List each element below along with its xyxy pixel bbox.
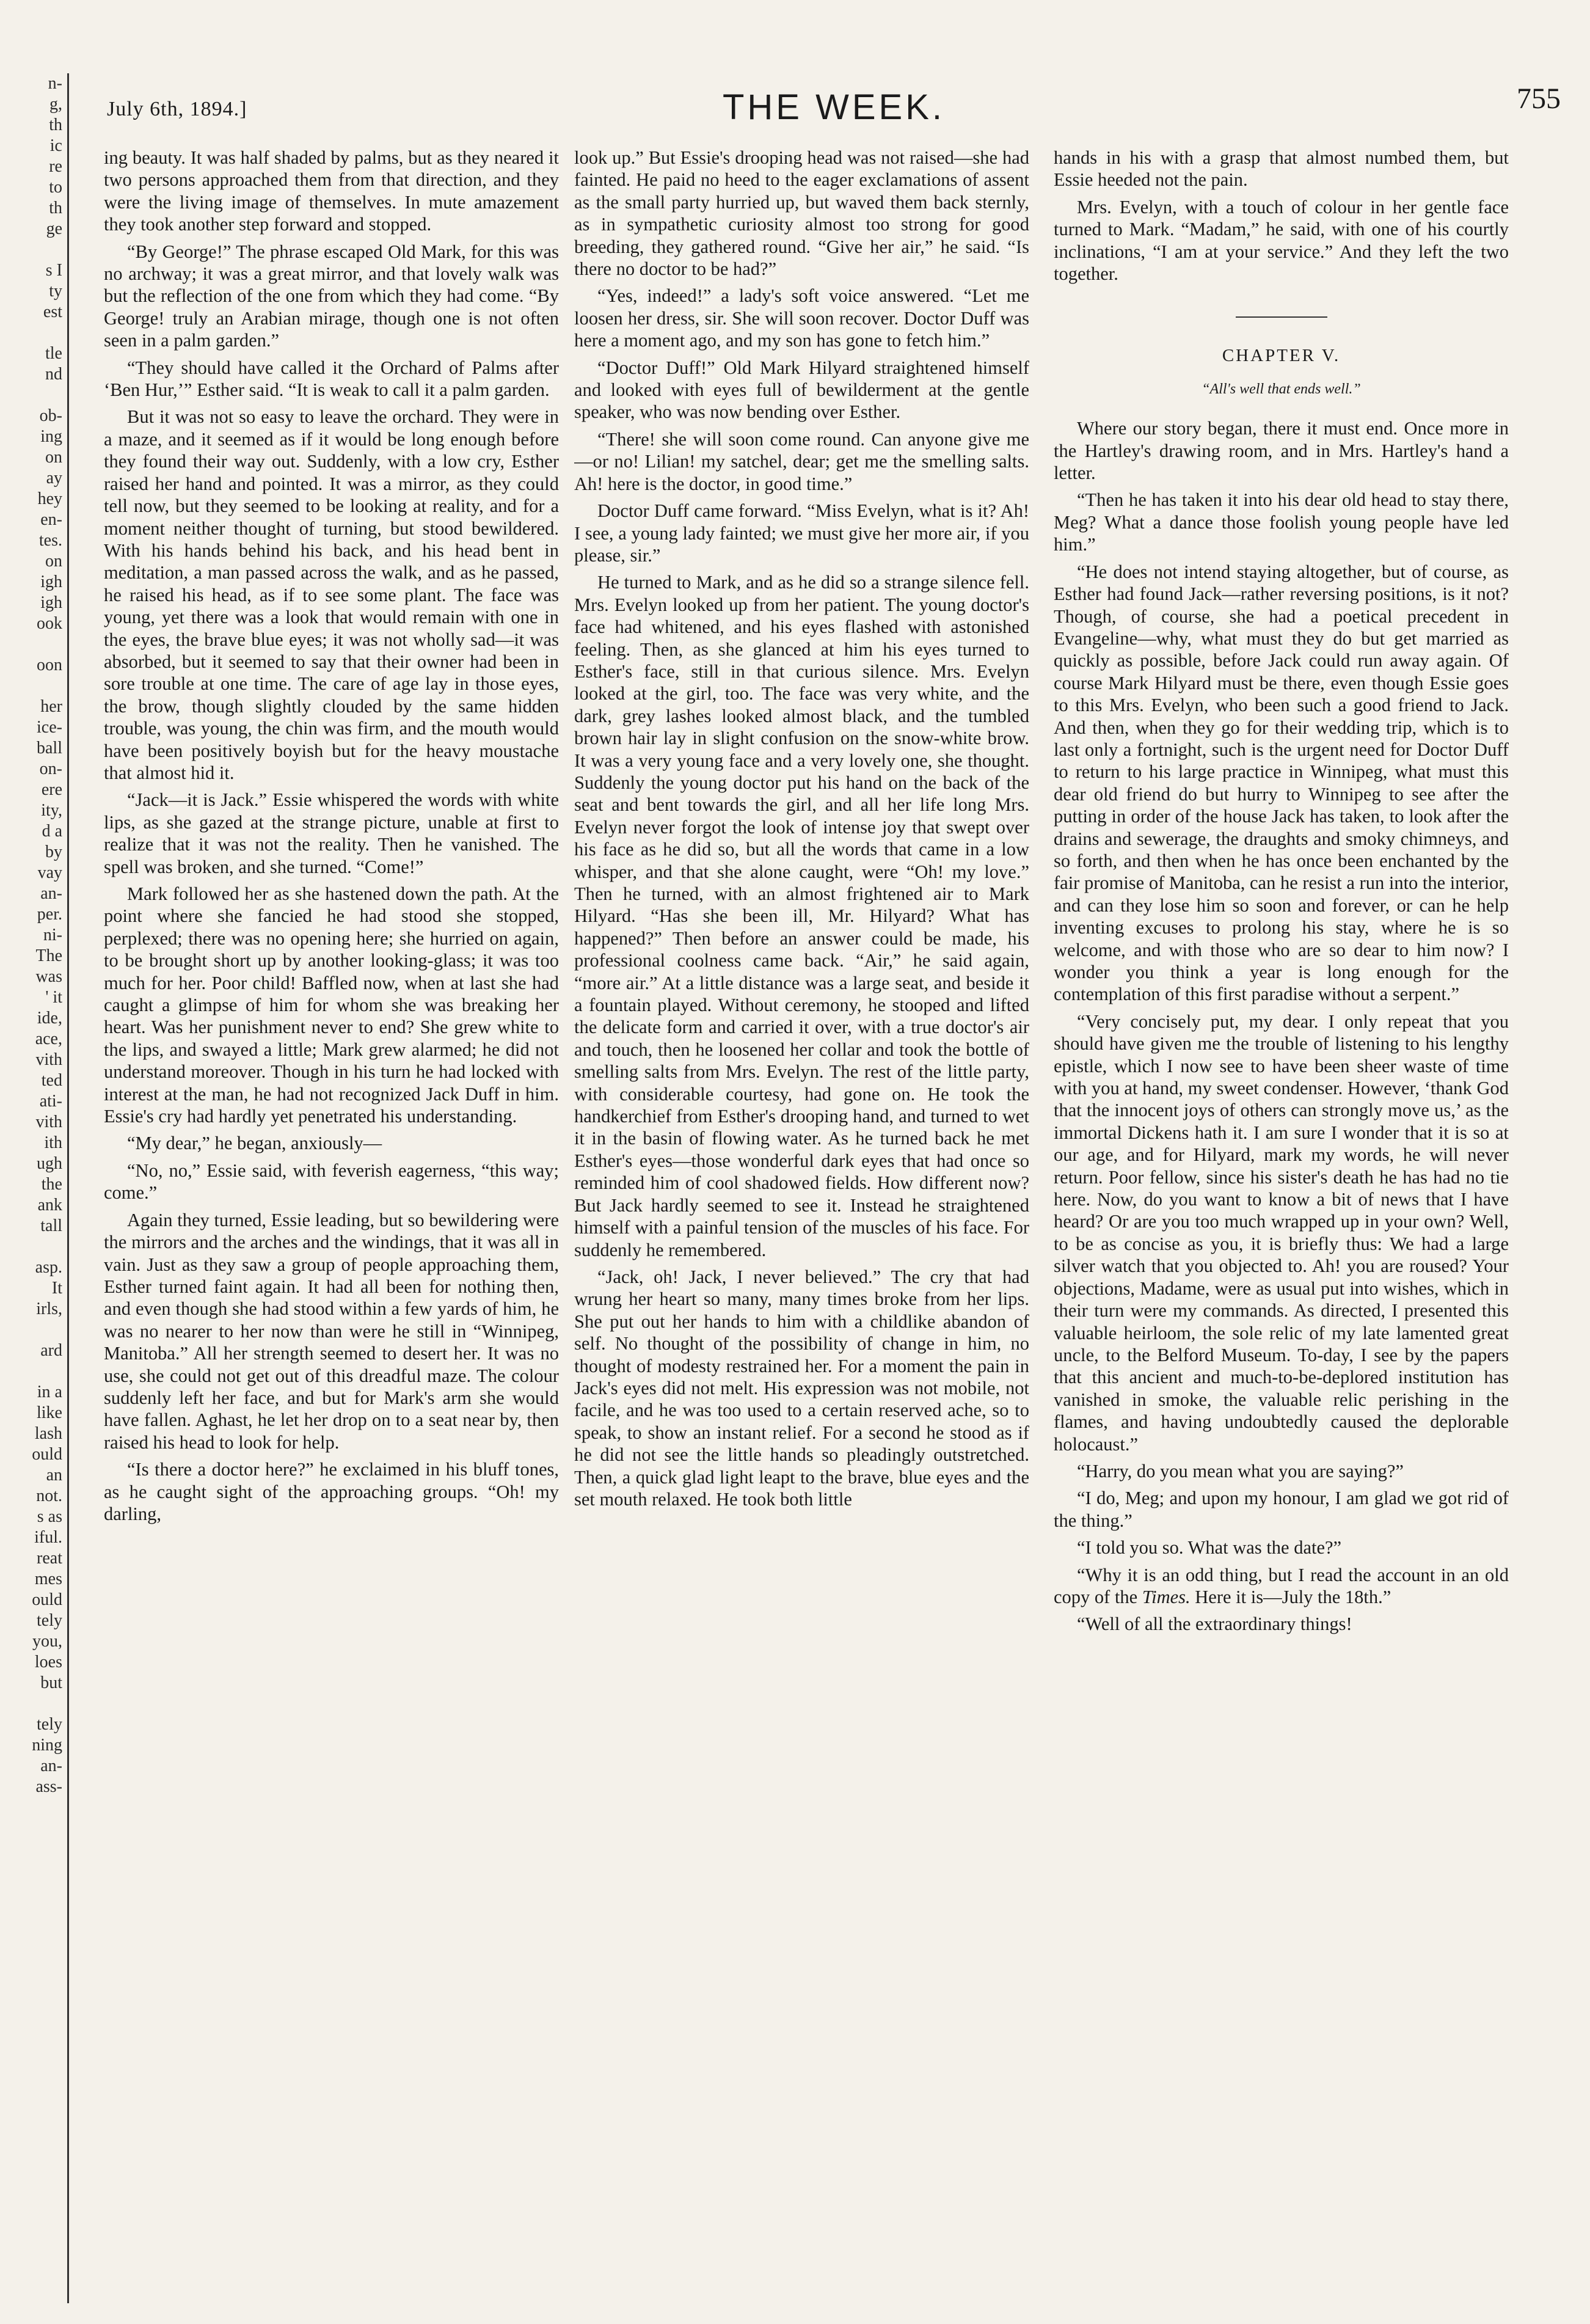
gutter-fragment: per. bbox=[37, 905, 62, 924]
gutter-fragment: ice- bbox=[37, 718, 62, 737]
section-divider bbox=[1236, 316, 1327, 318]
gutter-fragment: tes. bbox=[38, 531, 62, 550]
gutter-fragment: ity, bbox=[41, 801, 62, 820]
gutter-fragment: ard bbox=[40, 1341, 62, 1360]
gutter-fragment: vith bbox=[35, 1113, 62, 1131]
gutter-fragment: ted bbox=[41, 1071, 62, 1090]
gutter-fragment: ic bbox=[49, 136, 62, 155]
paragraph: “By George!” The phrase escaped Old Mark, for this was no archway; it was a great mirror, and that lovely walk was but the reflection of the one from which they had come. “By George! truly an Arabian mirage, though one is not often seen in a palm garden.” bbox=[104, 241, 559, 351]
gutter-fragment: en- bbox=[40, 510, 62, 529]
previous-page-gutter bbox=[0, 73, 69, 2303]
gutter-fragment: nd bbox=[45, 365, 62, 384]
gutter-fragment: vith bbox=[35, 1050, 62, 1069]
gutter-fragment: ob- bbox=[39, 406, 62, 425]
gutter-fragment: ' it bbox=[45, 988, 62, 1007]
gutter-fragment: asp. bbox=[35, 1258, 62, 1277]
issue-date: July 6th, 1894.] bbox=[107, 98, 247, 120]
column-2 bbox=[574, 147, 1029, 2297]
gutter-fragment: not. bbox=[36, 1486, 62, 1505]
gutter-fragment: an- bbox=[40, 1756, 62, 1775]
paragraph: “Jack—it is Jack.” Essie whispered the words with white lips, as she gazed at the strange picture, unable at first to realize that it was not the reality. Then he vanished. The spell was broken, and she turned. “Come!” bbox=[104, 789, 559, 877]
gutter-fragment: hey bbox=[37, 489, 62, 508]
gutter-fragment: lash bbox=[34, 1424, 62, 1443]
gutter-fragment bbox=[0, 1320, 67, 1340]
paragraph: “No, no,” Essie said, with feverish eagerness, “this way; come.” bbox=[104, 1160, 559, 1204]
paragraph: Mark followed her as she hastened down the path. At the point where she fancied he had stood she stopped, perplexed; there was no opening here; she hurried on again, to be brought short up by another looking-glass; it was too much for her. Poor child! Baffled now, when at last she had caught a glimpse of him for whom she was breaking her heart. Was her punishment never to end? She grew white to the lips, and swayed a little; Mark grew alarmed; he did not understand moreover. Though in his turn he had locked with interest at the man, he had not recognized Jack Duff in him. Essie's cry had hardly yet penetrated his understanding. bbox=[104, 883, 559, 1127]
gutter-fragment: ge bbox=[46, 219, 62, 238]
paragraph: “Well of all the extraordinary things! bbox=[1077, 1613, 1352, 1635]
paragraph: “Harry, do you mean what you are saying?” bbox=[1077, 1460, 1404, 1482]
gutter-fragment: d a bbox=[42, 822, 62, 841]
paragraph: “Very concisely put, my dear. I only repeat that you should have given me the trouble of listening to his lengthy epistle, which I now see to have been sheer waste of time with you at hand, my sweet condenser. However, ‘thank God that the innocent joys of others can strongly move us,’ as the immortal Dickens hath it. I am sure I wonder that it is so at our age, and for Hilyard, mark my words, he will never return. Poor fellow, since his sister's death he has had no tie here. Now, do you want to know a bit of news that I have heard? Or are you too much wrapped up in your own? Well, to be as concise as you, it is briefly thus: We had a large silver watch that you objected to. Ah! you are roused? Your objections, Madame, were as usual put into wishes, which in their turn were my commands. As directed, I presented this valuable heirloom, the sole relic of my late lamented great uncle, to the Belford Museum. To-day, I see by the papers that this ancient and much-to-be-deplored institution has vanished in smoke, the valuable relic perishing in the flames, and having undoubtedly caused the deplorable holocaust.” bbox=[1054, 1010, 1509, 1455]
paragraph: “My dear,” he began, anxiously— bbox=[127, 1133, 382, 1154]
gutter-fragment: igh bbox=[40, 593, 62, 612]
gutter-fragment: loes bbox=[34, 1653, 62, 1672]
paragraph: “They should have called it the Orchard of Palms after ‘Ben Hur,’” Esther said. “It is weak to call it a palm garden. bbox=[104, 357, 559, 401]
gutter-fragment: ty bbox=[49, 282, 62, 301]
paragraph: “Doctor Duff!” Old Mark Hilyard straightened himself and looked with eyes full of bewilderment at the gentle speaker, who was now bending over Esther. bbox=[574, 357, 1029, 423]
page-header bbox=[107, 73, 1561, 128]
gutter-fragment: like bbox=[37, 1403, 62, 1422]
gutter-fragment bbox=[0, 676, 67, 696]
gutter-fragment: by bbox=[45, 842, 62, 861]
gutter-fragment: est bbox=[43, 302, 62, 321]
gutter-fragment: irls, bbox=[36, 1299, 62, 1318]
gutter-fragment: oon bbox=[37, 656, 62, 674]
page-number: 755 bbox=[1517, 82, 1561, 115]
gutter-fragment: iful. bbox=[34, 1528, 62, 1547]
gutter-fragment: It bbox=[51, 1279, 62, 1298]
gutter-fragment: ank bbox=[37, 1196, 62, 1215]
paragraph: Doctor Duff came forward. “Miss Evelyn, what is it? Ah! I see, a young lady fainted; we must give her more air, if you please, sir.” bbox=[574, 500, 1029, 566]
paragraph: Where our story began, there it must end. Once more in the Hartley's drawing room, and in Mrs. Hartley's hand a letter. bbox=[1054, 418, 1509, 484]
paragraph: “Then he has taken it into his dear old head to stay there, Meg? What a dance those foolish young people have led him.” bbox=[1054, 489, 1509, 555]
gutter-fragment: on- bbox=[39, 759, 62, 778]
column-3 bbox=[1054, 147, 1509, 2297]
gutter-fragment: ould bbox=[32, 1590, 62, 1609]
paragraph: “There! she will soon come round. Can anyone give me—or no! Lilian! my satchel, dear; get me the smelling salts. Ah! here is the doctor, in good time.” bbox=[574, 428, 1029, 494]
gutter-fragment: ould bbox=[32, 1445, 62, 1464]
gutter-fragment: tely bbox=[37, 1715, 62, 1734]
paragraph: He turned to Mark, and as he did so a strange silence fell. Mrs. Evelyn looked up from her patient. The young doctor's face had whitened, and his eyes flashed with astonished feeling. Then, as she glanced at him his eyes turned to Esther's face, still in that curious silence. Mrs. Evelyn looked at the girl, too. The face was very white, and the dark, grey lashes looked almost black, and the tumbled brown hair lay in slight confusion on the snow-white brow. It was a very young face and a very lovely one, she thought. Suddenly the young doctor put his hand on the back of the seat and bent towards the girl, and all her life long Mrs. Evelyn never forgot the look of intense joy that swept over his face as he did so, but all the words that came in a low whisper, and that she alone caught, were “Oh! my love.” Then he turned, with an almost frightened air to Mark Hilyard. “Has she been ill, Mr. Hilyard? What has happened?” Then before an answer could be made, his professional coolness came back. “Air,” he said again, “more air.” At a little distance was a large seat, and beside it a fountain played. Without ceremony, he stooped and lifted the delicate form and carried it over, with a true doctor's air and touch, then he loosened her collar and took the bottle of smelling salts from Mrs. Evelyn. The rest of the little party, with considerable courtesy, had gone on. He took the handkerchief from Esther's drooping hand, and turned to wet it in the basin of flowing water. As he turned back he met Esther's eyes—those wonderful dark eyes that had once so reminded him of cool shadowed fields. How different now? But Jack hardly seemed to see it. Instead he straightened himself with a painful tension of the muscles of his face. For suddenly he remembered. bbox=[574, 572, 1029, 1260]
gutter-fragment: tle bbox=[45, 344, 62, 363]
gutter-fragment: vay bbox=[37, 863, 62, 882]
gutter-fragment: The bbox=[35, 946, 62, 965]
gutter-fragment: the bbox=[41, 1175, 62, 1194]
gutter-fragment bbox=[0, 239, 67, 260]
gutter-fragment: th bbox=[49, 199, 62, 217]
paragraph: hands in his with a grasp that almost numbed them, but Essie heeded not the pain. bbox=[1054, 147, 1509, 191]
gutter-fragment: mes bbox=[34, 1569, 62, 1588]
gutter-fragment bbox=[0, 1237, 67, 1257]
chapter-epigraph: “All's well that ends well.” bbox=[1202, 381, 1361, 397]
gutter-fragment: ugh bbox=[37, 1154, 62, 1173]
gutter-fragment: igh bbox=[40, 572, 62, 591]
gutter-fragment: g, bbox=[49, 95, 62, 114]
paragraph: Again they turned, Essie leading, but so bewildering were the mirrors and the arches and the windings, that it was all in vain. Just as they saw a group of people approaching them, Esther turned faint again. It had all been for nothing then, and even though she had stood within a few yards of him, he was no nearer to her now than were he still in “Winnipeg, Manitoba.” All her strength seemed to desert her. It was no use, she could not get out of this dreadful maze. The colour suddenly left her face, and but for Mark's arm she would have fallen. Aghast, he let her drop on to a seat near by, then raised his head to look for help. bbox=[104, 1209, 559, 1453]
gutter-fragment: tall bbox=[40, 1216, 62, 1235]
paragraph: “Is there a doctor here?” he exclaimed in his bluff tones, as he caught sight of the approaching groups. “Oh! my darling, bbox=[104, 1459, 559, 1524]
gutter-fragment bbox=[0, 323, 67, 343]
gutter-fragment: her bbox=[40, 697, 62, 716]
newspaper-title: Times. bbox=[1142, 1586, 1191, 1607]
gutter-fragment: ere bbox=[41, 780, 62, 799]
publication-title: THE WEEK. bbox=[722, 87, 946, 127]
gutter-fragment: in a bbox=[37, 1383, 62, 1401]
paragraph: “He does not intend staying altogether, but of course, as Esther had found Jack—rather reversing positions, is it not? Though, of course, she had a poetical precedent in Evangeline—why, what must they do but get married as quickly as possible, before Jack could run away again. Of course Mark Hilyard must be there, even though Essie goes to this Mrs. Evelyn, who been such a good friend to Jack. And then, when they go for their wedding trip, which is to last only a fortnight, such is the urgent need for Doctor Duff to return to his large practice in Winnipeg, what must this dear old friend do but hurry to Winnipeg to see after the putting in order of the house Jack has taken, to look after the drains and sewerage, the draughts and smoky chimneys, and so forth, and then when he has once been enchanted by the fair promise of Manitoba, can he resist a run into the interior, and can they lose him so soon and forever, or can he help inventing excuses to prolong his stay, where he is so welcome, and with those who are so dear to him now? I wonder you think a year is long enough for the contemplation of this first paradise without a serpent.” bbox=[1054, 561, 1509, 1005]
gutter-fragment: ith bbox=[44, 1133, 62, 1152]
paragraph: “Why it is an odd thing, but I read the account in an old copy of the Times. Here it is—July the 18th.” bbox=[1054, 1564, 1509, 1607]
column-1 bbox=[104, 147, 559, 2297]
gutter-fragment: ing bbox=[40, 427, 62, 446]
gutter-fragment: ning bbox=[32, 1736, 62, 1755]
gutter-fragment: on bbox=[45, 552, 62, 571]
gutter-fragment: ass- bbox=[35, 1777, 62, 1796]
paragraph: ing beauty. It was half shaded by palms, but as they neared it two persons approached them from that direction, and they were the living image of themselves. In mute amazement they took another step forward and stopped. bbox=[104, 147, 559, 235]
paragraph: “Jack, oh! Jack, I never believed.” The cry that had wrung her heart so many, many times broke from her lips. She put out her hands to him with a childlike abandon of self. No thought of the possibility of change in him, no thought of modesty restrained her. For a moment the pain in Jack's eyes did not melt. His expression was not mobile, not facile, and he was too used to a certain reserved ache, so to speak, to show an instant relief. For a second he stood as if he did not see the little hands so pleadingly outstretched. Then, a quick glad light leapt to the brave, blue eyes and the set mouth relaxed. He took both little bbox=[574, 1266, 1029, 1510]
gutter-fragment: on bbox=[45, 448, 62, 467]
paragraph: But it was not so easy to leave the orchard. They were in a maze, and it seemed as if it would be long enough before they found their way out. Suddenly, with a low cry, Esther raised her hand and pointed. It was a mirror, as they could tell now, but they seemed to be looking at reality, and for a moment neither thought of turning, but stood bewildered. With his hands behind his back, and his head bent in meditation, a man passed across the walk, and as he passed, he raised his head, as if to see some plant. The face was young, yet there was a look that would remain with one in the eyes, the brave blue eyes; it was not wholly sad—it was absorbed, but it seemed to say that their owner had been in sore trouble at one time. The care of age lay in those eyes, the brow, though slightly clouded by the same hidden trouble, was young, the chin was firm, and the mouth would have been positively boyish but for the heavy moustache that almost hid it. bbox=[104, 406, 559, 783]
gutter-fragment: was bbox=[35, 967, 62, 986]
gutter-fragment: tely bbox=[37, 1611, 62, 1630]
chapter-heading: CHAPTER V. bbox=[1222, 346, 1341, 366]
gutter-fragment: ni- bbox=[43, 926, 62, 945]
paragraph: Mrs. Evelyn, with a touch of colour in her gentle face turned to Mark. “Madam,” he said, with one of his courtly inclinations, “I am at your service.” And they left the two together. bbox=[1054, 196, 1509, 285]
gutter-fragment bbox=[0, 1694, 67, 1714]
gutter-fragment: th bbox=[49, 115, 62, 134]
gutter-fragment: n- bbox=[48, 74, 62, 93]
gutter-fragment: to bbox=[49, 178, 62, 197]
gutter-fragment: re bbox=[49, 157, 62, 176]
gutter-fragment: an bbox=[46, 1466, 62, 1485]
gutter-fragment: reat bbox=[37, 1549, 62, 1568]
paragraph: “I do, Meg; and upon my honour, I am glad we got rid of the thing.” bbox=[1054, 1488, 1509, 1531]
paragraph: “Yes, indeed!” a lady's soft voice answered. “Let me loosen her dress, sir. She will soon recover. Doctor Duff was here a moment ago, and my son has gone to fetch him.” bbox=[574, 285, 1029, 351]
gutter-fragment bbox=[0, 1361, 67, 1382]
paragraph: look up.” But Essie's drooping head was not raised—she had fainted. He paid no heed to the eager exclamations of assent as the small party hurried up, but waved them back sternly, as in sympathetic curiosity almost too strong for good breeding, they gathered round. “Give her air,” he said. “Is there no doctor to be had?” bbox=[574, 147, 1029, 280]
gutter-fragment: but bbox=[40, 1673, 62, 1692]
gutter-fragment: ball bbox=[37, 739, 62, 758]
gutter-fragment bbox=[0, 634, 67, 655]
gutter-fragment: s as bbox=[37, 1507, 62, 1526]
gutter-fragment: an- bbox=[40, 884, 62, 903]
gutter-fragment bbox=[0, 385, 67, 406]
gutter-fragment: ace, bbox=[35, 1029, 62, 1048]
paragraph: “I told you so. What was the date?” bbox=[1077, 1537, 1342, 1558]
gutter-fragment: ide, bbox=[37, 1009, 62, 1028]
gutter-fragment: ay bbox=[46, 469, 62, 488]
gutter-fragment: you, bbox=[32, 1632, 62, 1651]
gutter-fragment: ati- bbox=[39, 1092, 62, 1111]
gutter-fragment: ook bbox=[37, 614, 62, 633]
gutter-fragment: s I bbox=[45, 261, 62, 280]
